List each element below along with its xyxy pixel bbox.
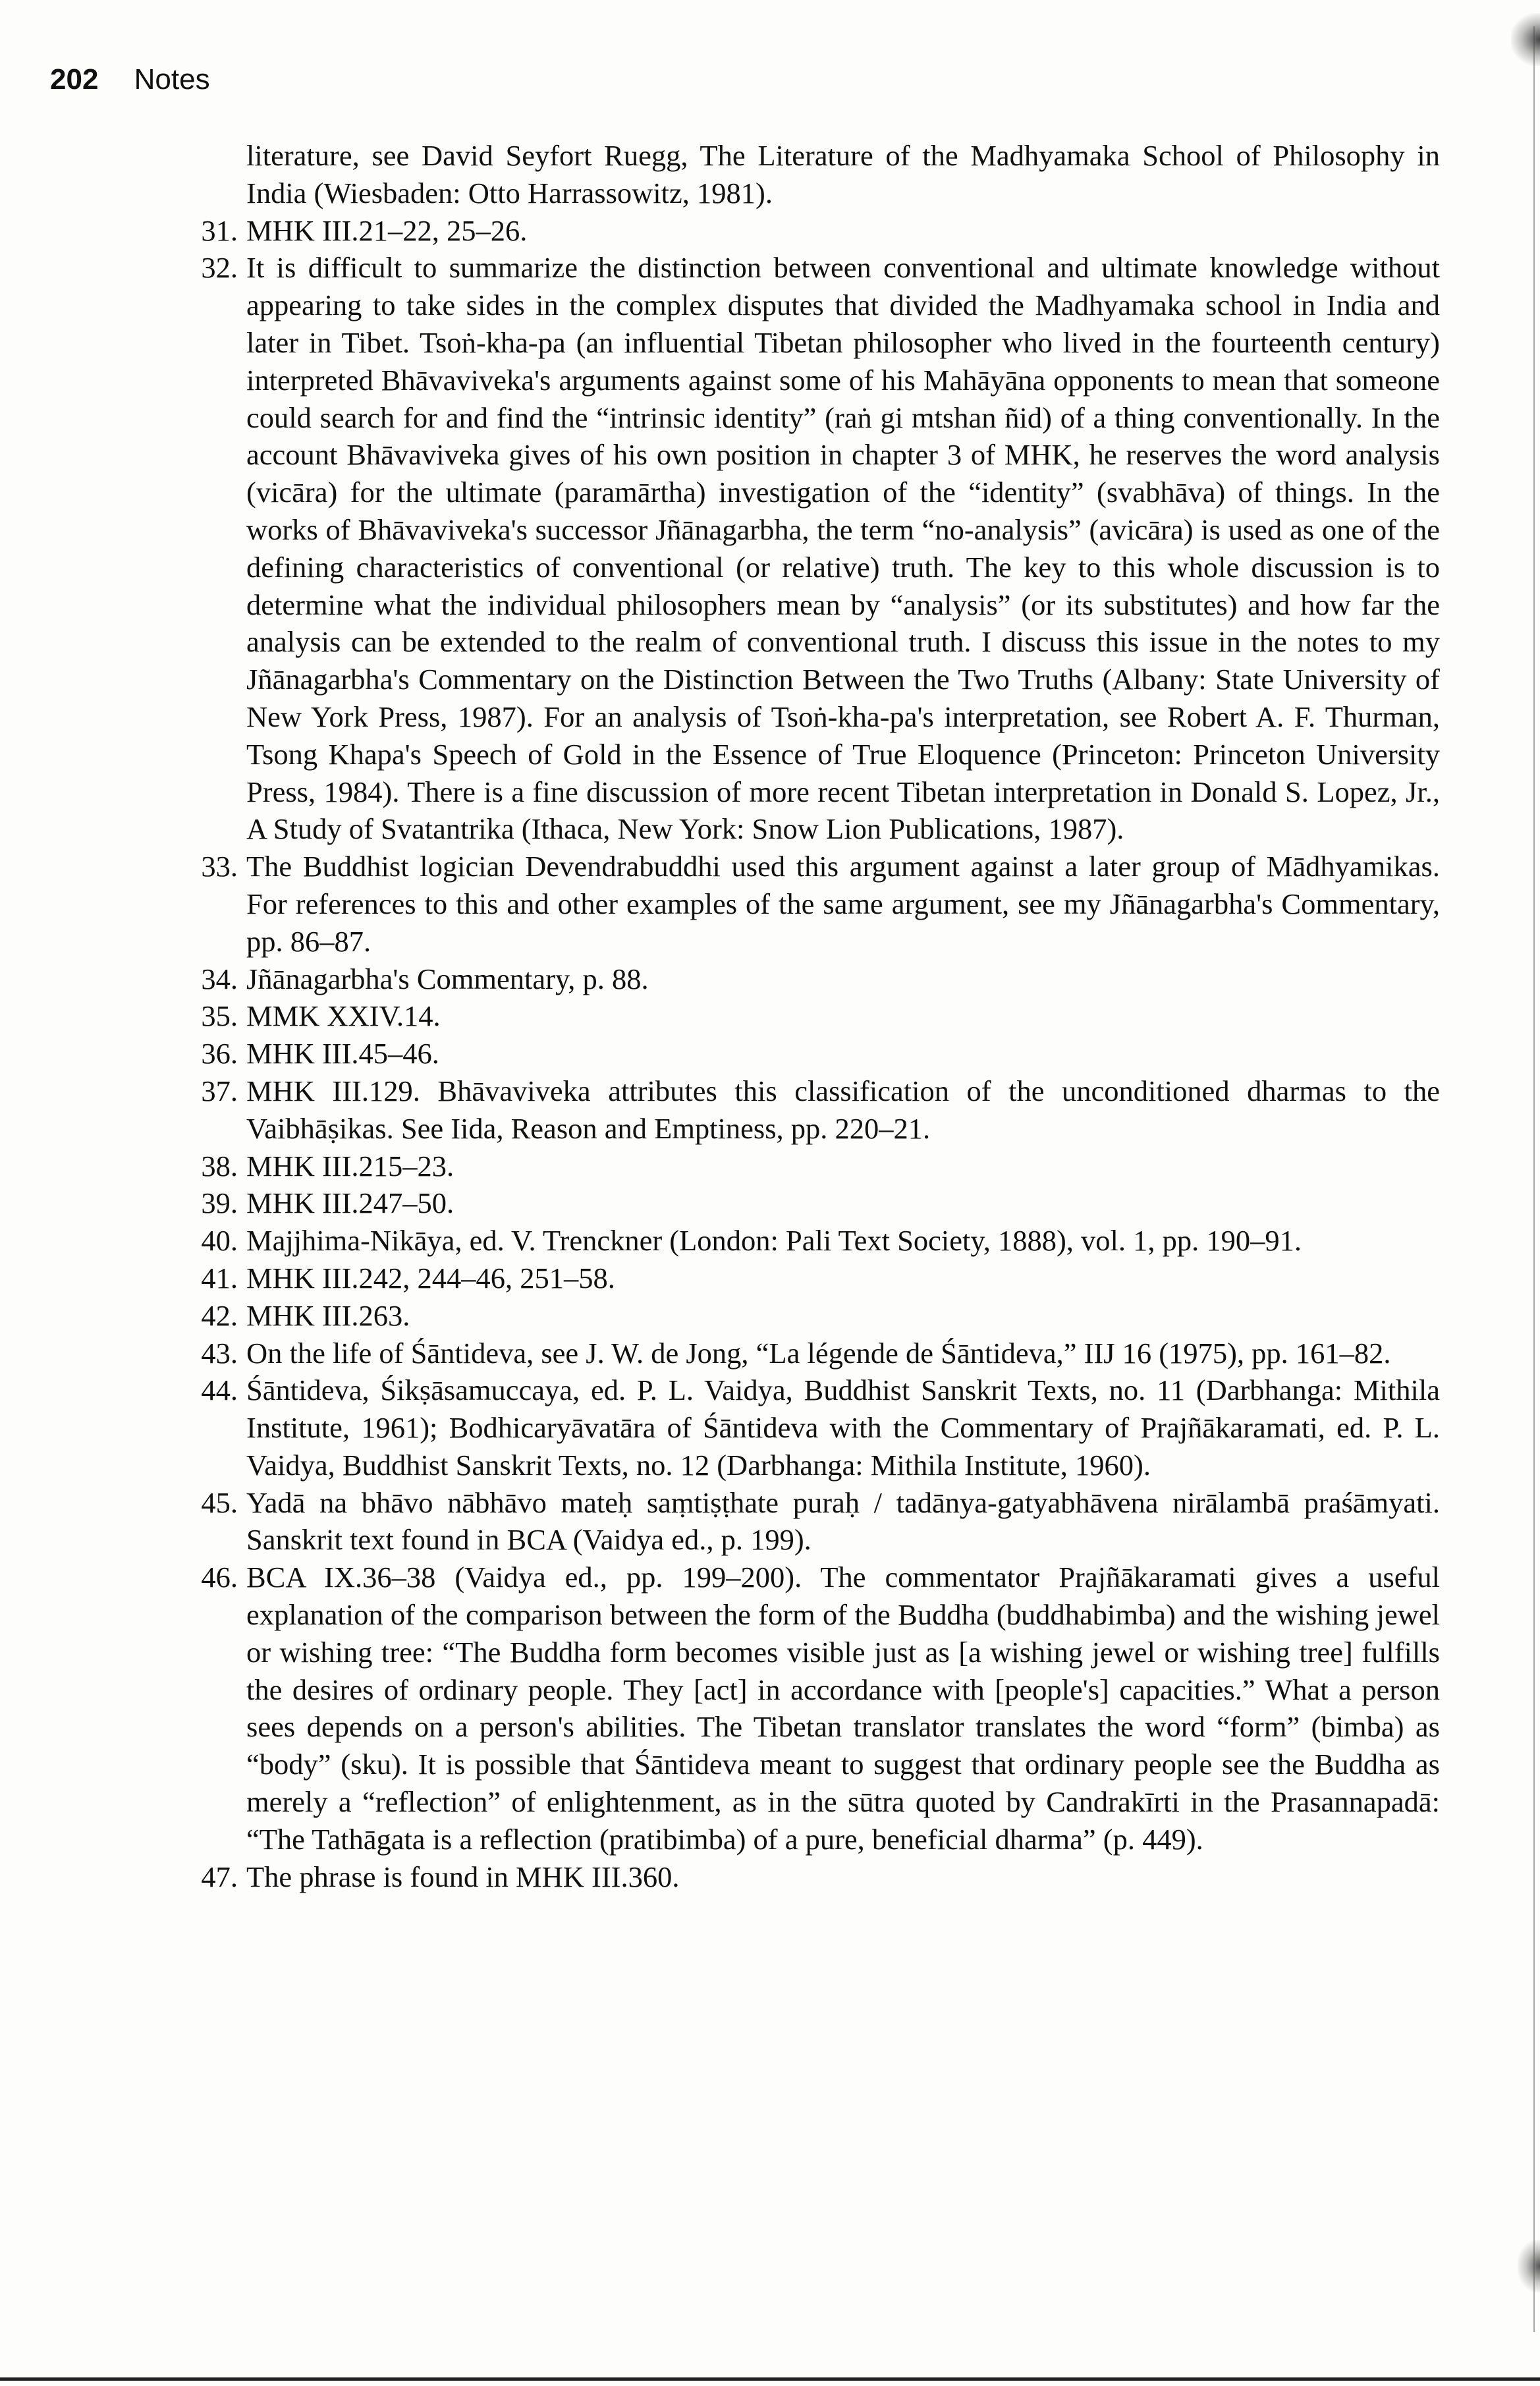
scan-shadow-top	[1511, 13, 1540, 66]
note-text: It is difficult to summarize the distinction between conventional and ultimate knowledge without appearing to take sides in the complex disputes that divided the Madhyamaka school in India and later in Tibet. Tsoṅ-kha-pa (an influential Tibetan philosopher who lived in the fourteenth century) interpreted Bhāvaviveka's arguments against some of his Mahāyāna opponents to mean that someone could search for and find the “intrinsic identity” (raṅ gi mtshan ñid) of a thing conventionally. In the account Bhāvaviveka gives of his own position in chapter 3 of MHK, he reserves the word analysis (vicāra) for the ultimate (paramārtha) investigation of the “identity” (svabhāva) of things. In the works of Bhāvaviveka's successor Jñānagarbha, the term “no-analysis” (avicāra) is used as one of the defining characteristics of conventional (or relative) truth. The key to this whole discussion is to determine what the individual philosophers mean by “analysis” (or its substitutes) and how far the analysis can be extended to the realm of conventional truth. I discuss this issue in the notes to my Jñānagarbha's Commentary on the Distinction Between the Two Truths (Albany: State University of New York Press, 1987). For an analysis of Tsoṅ-kha-pa's interpretation, see Robert A. F. Thurman, Tsong Khapa's Speech of Gold in the Essence of True Eloquence (Princeton: Princeton University Press, 1984). There is a fine discussion of more recent Tibetan interpretation in Donald S. Lopez, Jr., A Study of Svatantrika (Ithaca, New York: Snow Lion Publications, 1987).	[246, 251, 1440, 846]
note-number: 38.	[201, 1149, 238, 1182]
note-45	[188, 1484, 1440, 1559]
note-37	[188, 1072, 1440, 1148]
note-47	[188, 1858, 1440, 1896]
note-text: MHK III.247–50.	[246, 1186, 454, 1220]
note-32	[188, 249, 1440, 848]
note-number: 37.	[201, 1074, 238, 1107]
note-46	[188, 1559, 1440, 1858]
note-36	[188, 1035, 1440, 1072]
note-41	[188, 1260, 1440, 1297]
note-text: MHK III.242, 244–46, 251–58.	[246, 1261, 615, 1294]
note-text: Yadā na bhāvo nābhāvo mateḥ saṃtiṣṭhate puraḥ / tadānya-gatyabhāvena nirālambā praśāmyati. Sanskrit text found in BCA (Vaidya ed., p. 199).	[246, 1485, 1440, 1557]
note-38	[188, 1148, 1440, 1185]
scan-shadow-bottom	[1518, 2240, 1540, 2292]
note-text: MHK III.215–23.	[246, 1149, 454, 1182]
note-text: The phrase is found in MHK III.360.	[246, 1860, 680, 1893]
note-34	[188, 960, 1440, 998]
note-text: BCA IX.36–38 (Vaidya ed., pp. 199–200). The commentator Prajñākaramati gives a useful explanation of the comparison between the form of the Buddha (buddhabimba) and the wishing jewel or wishing tree: “The Buddha form becomes visible just as [a wishing jewel or wishing tree] fulfills the desires of ordinary people. They [act] in accordance with [people's] capacities.” What a person sees depends on a person's abilities. The Tibetan translator translates the word “form” (bimba) as “body” (sku). It is possible that Śāntideva meant to suggest that ordinary people see the Buddha as merely a “reflection” of enlightenment, as in the sūtra quoted by Candrakīrti in the Prasannapadā: “The Tathāgata is a reflection (pratibimba) of a pure, beneficial dharma” (p. 449).	[246, 1561, 1440, 1856]
note-text: MMK XXIV.14.	[246, 999, 441, 1033]
note-43	[188, 1335, 1440, 1372]
note-number: 41.	[201, 1261, 238, 1294]
note-39	[188, 1184, 1440, 1222]
note-33	[188, 848, 1440, 960]
note-text: The Buddhist logician Devendrabuddhi used this argument against a later group of Mādhyamikas. For references to this and other examples of the same argument, see my Jñānagarbha's Commentary, pp. 86–87.	[246, 850, 1440, 958]
binding-edge	[1531, 26, 1535, 2332]
section-title: Notes	[134, 63, 210, 96]
note-number: 32.	[201, 251, 238, 285]
notes-list	[188, 137, 1440, 1895]
note-number: 34.	[201, 962, 238, 995]
note-44	[188, 1372, 1440, 1484]
note-number: 33.	[201, 850, 238, 883]
running-header	[50, 63, 210, 96]
note-number: 35.	[201, 999, 238, 1033]
note-text: MHK III.45–46.	[246, 1037, 439, 1070]
note-number: 40.	[201, 1224, 238, 1258]
note-42	[188, 1297, 1440, 1335]
note-text: MHK III.21–22, 25–26.	[246, 213, 528, 247]
note-number: 42.	[201, 1298, 238, 1332]
note-35	[188, 997, 1440, 1035]
note-text: Śāntideva, Śikṣāsamuccaya, ed. P. L. Vaidya, Buddhist Sanskrit Texts, no. 11 (Darbhanga: Mithila Institute, 1961); Bodhicaryāvatāra of Śāntideva with the Commentary of Prajñākaramati, ed. P. L. Vaidya, Buddhist Sanskrit Texts, no. 12 (Darbhanga: Mithila Institute, 1960).	[246, 1373, 1440, 1482]
note-text: MHK III.263.	[246, 1298, 410, 1332]
note-31	[188, 212, 1440, 250]
note-continuation: literature, see David Seyfort Ruegg, The Literature of the Madhyamaka School of Philosophy in India (Wiesbaden: Otto Harrassowitz, 1981).	[246, 139, 1440, 209]
note-40	[188, 1222, 1440, 1260]
note-number: 43.	[201, 1336, 238, 1370]
note-number: 46.	[201, 1561, 238, 1594]
note-text: Jñānagarbha's Commentary, p. 88.	[246, 962, 649, 995]
note-text: On the life of Śāntideva, see J. W. de Jong, “La légende de Śāntideva,” IIJ 16 (1975), pp. 161–82.	[246, 1336, 1391, 1370]
note-number: 31.	[201, 213, 238, 247]
note-number: 45.	[201, 1485, 238, 1519]
page-number: 202	[50, 63, 99, 96]
note-number: 36.	[201, 1037, 238, 1070]
note-text: Majjhima-Nikāya, ed. V. Trenckner (London: Pali Text Society, 1888), vol. 1, pp. 190–91.	[246, 1224, 1302, 1258]
note-number: 44.	[201, 1373, 238, 1407]
note-text: MHK III.129. Bhāvaviveka attributes this classification of the unconditioned dharmas to the Vaibhāṣikas. See Iida, Reason and Emptiness, pp. 220–21.	[246, 1074, 1440, 1145]
note-number: 47.	[201, 1860, 238, 1893]
scan-bottom-edge	[0, 2377, 1540, 2381]
note-number: 39.	[201, 1186, 238, 1220]
